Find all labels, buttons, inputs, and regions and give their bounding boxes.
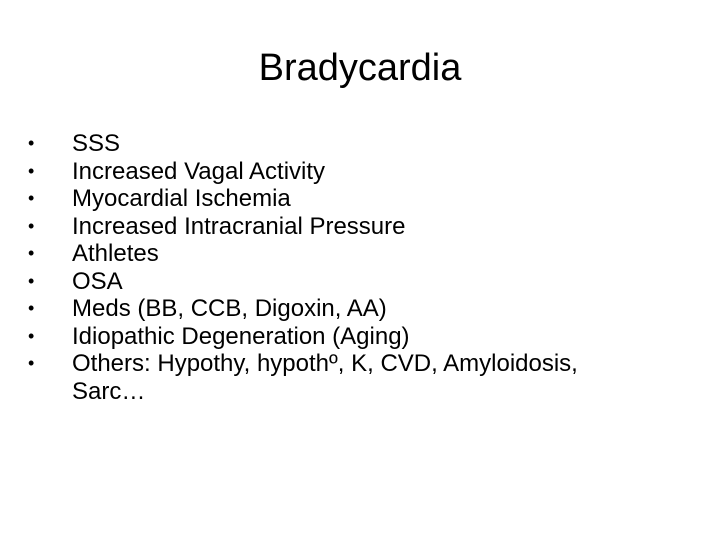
bullet-item bbox=[28, 240, 688, 268]
bullet-text: SSS bbox=[72, 130, 121, 157]
bullet-item bbox=[28, 268, 688, 296]
bullet-text: Meds (BB, CCB, Digoxin, AA) bbox=[72, 295, 387, 322]
bullet-item bbox=[28, 130, 688, 158]
bullet-text: Myocardial Ischemia bbox=[72, 185, 291, 212]
bullet-list bbox=[28, 130, 688, 405]
bullet-item bbox=[28, 350, 688, 405]
bullet-icon: • bbox=[28, 160, 35, 181]
bullet-icon: • bbox=[28, 188, 35, 208]
bullet-icon: • bbox=[28, 215, 35, 236]
bullet-text: Increased Intracranial Pressure bbox=[72, 212, 406, 240]
bullet-icon: • bbox=[28, 270, 35, 291]
bullet-icon: • bbox=[28, 325, 35, 346]
bullet-icon: • bbox=[28, 243, 35, 263]
bullet-icon: • bbox=[28, 298, 35, 318]
bullet-text: Others: Hypothy, hypothº, K, CVD, Amyloidosis, Sarc… bbox=[72, 350, 578, 405]
bullet-item bbox=[28, 213, 688, 241]
bullet-item bbox=[28, 185, 688, 213]
slide-title: Bradycardia bbox=[258, 47, 462, 89]
bullet-item bbox=[28, 295, 688, 323]
bullet-item bbox=[28, 158, 688, 186]
bullet-text: Athletes bbox=[72, 240, 159, 267]
bullet-icon: • bbox=[28, 133, 35, 153]
bullet-icon: • bbox=[28, 353, 35, 373]
bullet-text: OSA bbox=[72, 267, 123, 295]
bullet-item bbox=[28, 323, 688, 351]
bullet-text: Idiopathic Degeneration (Aging) bbox=[72, 322, 410, 350]
bullet-text: Increased Vagal Activity bbox=[72, 157, 326, 185]
